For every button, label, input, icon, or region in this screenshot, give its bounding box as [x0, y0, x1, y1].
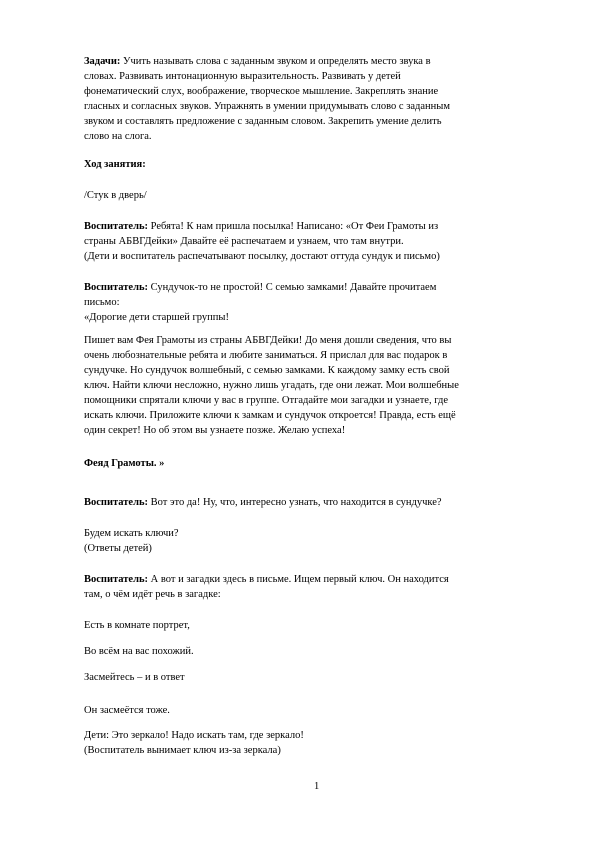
paragraph-line: Вот это да! Ну, что, интересно узнать, что находится в сундучке?	[148, 497, 442, 508]
paragraph-line: (Воспитатель вынимает ключ из-за зеркала)	[84, 745, 281, 756]
teacher-paragraph-4	[84, 572, 524, 602]
letter-line: очень любознательные ребята и любите заниматься. Я прислал для вас подарок в	[84, 350, 448, 361]
letter-line: один секрет! Но об этом вы узнаете позже. Желаю успеха!	[84, 425, 346, 436]
children-answer	[84, 728, 524, 758]
paragraph-line: (Дети и воспитатель распечатывают посылку, достают оттуда сундук и письмо)	[84, 251, 440, 262]
speaker-label: Воспитатель:	[84, 497, 149, 508]
tasks-line: фонематический слух, воображение, творческое мышление. Закреплять знание	[84, 86, 439, 97]
children-question	[84, 526, 524, 556]
letter-line: сундучке. Но сундучок волшебный, с семью замками. К каждому замку есть свой	[84, 365, 450, 376]
riddle-line: Засмейтесь – и в ответ	[84, 672, 185, 683]
page-number: 1	[314, 781, 320, 792]
paragraph-line: (Ответы детей)	[84, 543, 152, 554]
paragraph-line: Дети: Это зеркало! Надо искать там, где зеркало!	[84, 730, 304, 741]
paragraph-line: там, о чём идёт речь в загадке:	[84, 589, 221, 600]
tasks-line: звуком и составлять предложение с заданным словом. Закрепить умение делить	[84, 116, 442, 127]
knock-note: /Стук в дверь/	[84, 190, 147, 201]
speaker-label: Воспитатель:	[84, 282, 149, 293]
speaker-label: Воспитатель:	[84, 574, 149, 585]
riddle-line: Во всём на вас похожий.	[84, 646, 194, 657]
paragraph-line: «Дорогие дети старшей группы!	[84, 312, 229, 323]
teacher-paragraph-3	[84, 495, 524, 510]
tasks-label: Задачи:	[84, 56, 121, 67]
letter-line: ключ. Найти ключи несложно, нужно лишь угадать, где они лежат. Мои волшебные	[84, 380, 459, 391]
paragraph-line: А вот и загадки здесь в письме. Ищем первый ключ. Он находится	[148, 574, 449, 585]
riddle-line: Есть в комнате портрет,	[84, 620, 190, 631]
speaker-label: Воспитатель:	[84, 221, 149, 232]
paragraph-line: страны АБВГДейки» Давайте её распечатаем и узнаем, что там внутри.	[84, 236, 404, 247]
paragraph-line: Будем искать ключи?	[84, 528, 179, 539]
lesson-heading: Ход занятия:	[84, 159, 146, 170]
teacher-paragraph-2	[84, 280, 524, 325]
tasks-line: гласных и согласных звуков. Упражнять в умении придумывать слово с заданным	[84, 101, 450, 112]
paragraph-line: Ребята! К нам пришла посылка! Написано: «От Феи Грамоты из	[148, 221, 439, 232]
letter-text	[84, 333, 524, 438]
paragraph-line: письмо:	[84, 297, 120, 308]
letter-line: искать ключи. Приложите ключи к замкам и сундучок откроется! Правда, есть ещё	[84, 410, 456, 421]
tasks-line: Учить называть слова с заданным звуком и определять место звука в	[120, 56, 431, 67]
letter-line: Пишет вам Фея Грамоты из страны АБВГДейки! До меня дошли сведения, что вы	[84, 335, 452, 346]
tasks-paragraph	[84, 54, 524, 144]
paragraph-line: Сундучок-то не простой! С семью замками! Давайте прочитаем	[148, 282, 437, 293]
teacher-paragraph-1	[84, 219, 524, 264]
letter-signature: Феяд Грамоты. »	[84, 458, 165, 469]
tasks-line: слово на слога.	[84, 131, 152, 142]
tasks-line: словах. Развивать интонационную выразительность. Развивать у детей	[84, 71, 401, 82]
letter-line: помощники спрятали ключи у вас в группе. Отгадайте мои загадки и узнаете, где	[84, 395, 448, 406]
riddle-line: Он засмеётся тоже.	[84, 705, 170, 716]
